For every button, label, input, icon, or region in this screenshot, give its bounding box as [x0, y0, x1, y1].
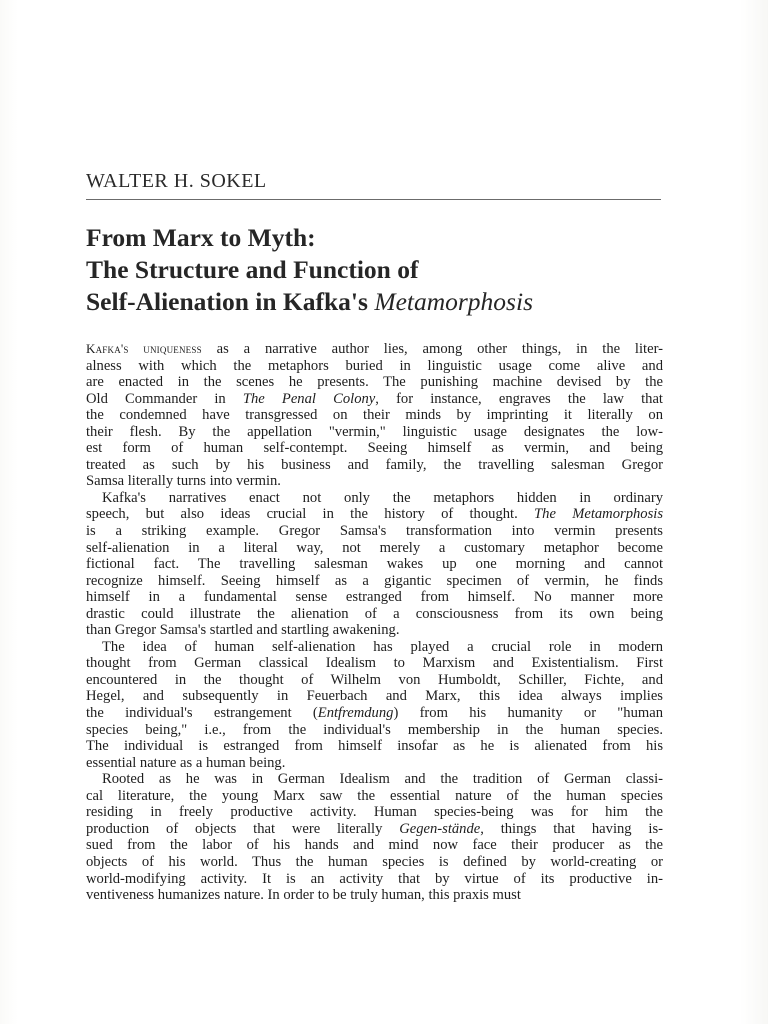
- text-line: Old Commander in The Penal Colony, for instance, engraves the law that: [86, 390, 663, 407]
- article-title: [86, 222, 686, 318]
- title-line-3: [86, 286, 686, 318]
- text-line: himself in a fundamental sense estranged from himself. No manner more: [86, 589, 663, 606]
- text-line: the individual's estrangement (Entfremdung) from his humanity or "human: [86, 705, 663, 722]
- text-line: ventiveness humanizes nature. In order to be truly human, this praxis must: [86, 887, 521, 904]
- title-line-3-italic: Metamorphosis: [374, 287, 533, 316]
- text-line: Samsa literally turns into vermin.: [86, 473, 281, 490]
- paragraph: [86, 771, 663, 903]
- text-line: the condemned have transgressed on their minds by imprinting it literally on: [86, 407, 663, 424]
- text-line: speech, but also ideas crucial in the history of thought. The Metamorphosis: [86, 506, 663, 523]
- text-line: essential nature as a human being.: [86, 754, 286, 771]
- text-line: Kafka's narratives enact not only the metaphors hidden in ordinary: [102, 489, 663, 506]
- title-line-2: The Structure and Function of: [86, 255, 419, 284]
- italic-term: The Penal Colony: [242, 390, 376, 407]
- text-line: Rooted as he was in German Idealism and the tradition of German classi-: [102, 771, 663, 788]
- text-line: than Gregor Samsa's startled and startling awakening.: [86, 622, 400, 639]
- text-line: production of objects that were literally Gegen-stände, things that having is-: [86, 820, 663, 837]
- text-line: are enacted in the scenes he presents. The punishing machine devised by the: [86, 374, 663, 391]
- italic-term: Gegen-stände: [399, 820, 481, 837]
- text-line: cal literature, the young Marx saw the essential nature of the human species: [86, 787, 663, 804]
- title-line-1: From Marx to Myth:: [86, 223, 316, 252]
- text-line: est form of human self-contempt. Seeing himself as vermin, and being: [86, 440, 663, 457]
- text-line: The idea of human self-alienation has played a crucial role in modern: [102, 638, 663, 655]
- lead-in-smallcaps: Kafka's uniqueness: [86, 341, 202, 356]
- paragraph: [86, 639, 663, 771]
- text-line: treated as such by his business and family, the travelling salesman Gregor: [86, 456, 663, 473]
- text-line: alness with which the metaphors buried in linguistic usage come alive and: [86, 357, 663, 374]
- text-line: Kafka's uniqueness as a narrative author lies, among other things, in the liter-: [86, 341, 664, 357]
- text-line: residing in freely productive activity. Human species-being was for him the: [86, 804, 663, 821]
- text-line: sued from the labor of his hands and mind now face their producer as the: [86, 837, 663, 854]
- text-line: self-alienation in a literal way, not merely a customary metaphor become: [86, 539, 663, 556]
- text-line: The individual is estranged from himself insofar as he is alienated from his: [86, 738, 663, 755]
- paragraph: [86, 341, 663, 490]
- author-name: WALTER H. SOKEL: [86, 170, 267, 192]
- text-line: thought from German classical Idealism to Marxism and Existentialism. First: [86, 655, 663, 672]
- text-line: drastic could illustrate the alienation of a consciousness from its own being: [86, 605, 663, 622]
- text-line: species being," i.e., from the individual's membership in the human species.: [86, 721, 663, 738]
- text-line: fictional fact. The travelling salesman wakes up one morning and cannot: [86, 556, 663, 573]
- text-line: their flesh. By the appellation "vermin," linguistic usage designates the low-: [86, 423, 663, 440]
- title-line-3-text: Self-Alienation in Kafka's: [86, 287, 375, 316]
- text-line: Hegel, and subsequently in Feuerbach and Marx, this idea always implies: [86, 688, 663, 705]
- italic-term: Entfremdung: [317, 705, 394, 722]
- italic-term: The Metamorphosis: [534, 506, 663, 523]
- text-line: world-modifying activity. It is an activity that by virtue of its productive in-: [86, 870, 663, 887]
- body-text: [86, 341, 663, 904]
- header-rule: [86, 199, 661, 200]
- text-line: is a striking example. Gregor Samsa's transformation into vermin presents: [86, 523, 663, 540]
- text-line: recognize himself. Seeing himself as a gigantic specimen of vermin, he finds: [86, 572, 663, 589]
- paragraph: [86, 490, 663, 639]
- text-line: objects of his world. Thus the human species is defined by world-creating or: [86, 853, 663, 870]
- text-line: encountered in the thought of Wilhelm von Humboldt, Schiller, Fichte, and: [86, 671, 663, 688]
